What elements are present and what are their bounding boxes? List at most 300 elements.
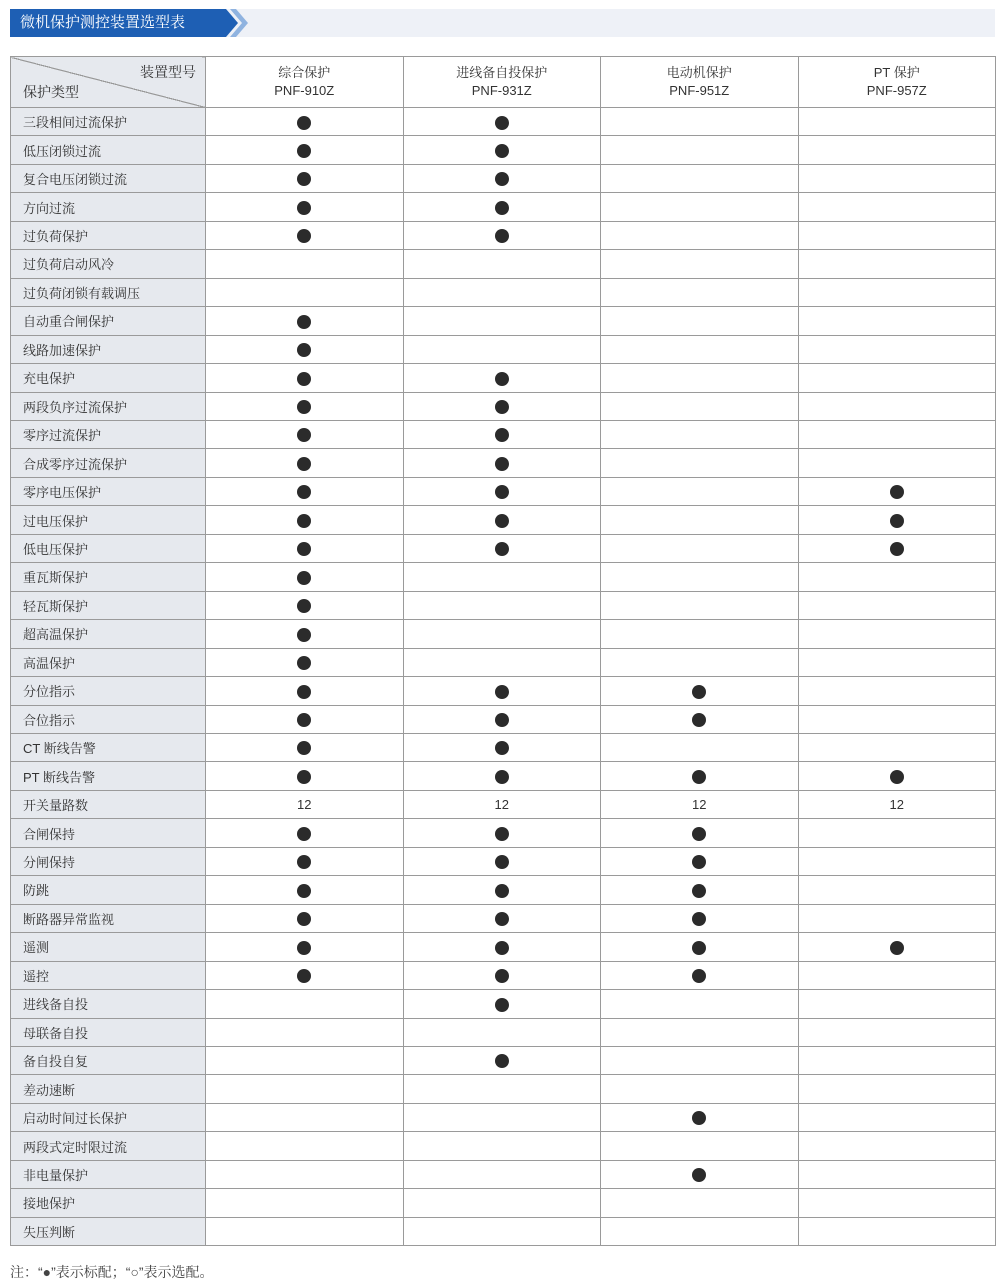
standard-dot-icon xyxy=(297,144,311,158)
standard-dot-icon xyxy=(297,628,311,642)
standard-cell xyxy=(206,705,404,733)
table-row xyxy=(11,876,996,904)
table-row xyxy=(11,477,996,505)
column-model: PNF-957Z xyxy=(866,83,927,98)
table-cell xyxy=(601,477,799,505)
row-label: 母联备自投 xyxy=(11,1018,206,1046)
row-label: 非电量保护 xyxy=(11,1160,206,1188)
table-cell xyxy=(601,449,799,477)
standard-cell xyxy=(601,819,799,847)
row-label: 充电保护 xyxy=(11,364,206,392)
standard-dot-icon xyxy=(890,770,904,784)
standard-cell xyxy=(403,677,601,705)
table-cell xyxy=(206,1189,404,1217)
table-cell xyxy=(601,620,799,648)
table-cell xyxy=(798,677,996,705)
standard-cell xyxy=(206,335,404,363)
row-label: 分闸保持 xyxy=(11,847,206,875)
standard-dot-icon xyxy=(890,485,904,499)
standard-dot-icon xyxy=(297,457,311,471)
standard-dot-icon xyxy=(297,941,311,955)
row-label: 两段式定时限过流 xyxy=(11,1132,206,1160)
table-cell xyxy=(798,278,996,306)
table-row xyxy=(11,677,996,705)
standard-cell xyxy=(206,307,404,335)
cell-value: 12 xyxy=(692,797,707,813)
standard-dot-icon xyxy=(297,485,311,499)
standard-dot-icon xyxy=(692,770,706,784)
row-label: 自动重合闸保护 xyxy=(11,307,206,335)
standard-cell xyxy=(601,677,799,705)
table-cell xyxy=(403,591,601,619)
table-cell xyxy=(798,221,996,249)
standard-dot-icon xyxy=(495,912,509,926)
standard-dot-icon xyxy=(297,542,311,556)
standard-cell xyxy=(601,904,799,932)
row-label: 备自投自复 xyxy=(11,1046,206,1074)
standard-cell xyxy=(206,193,404,221)
table-row xyxy=(11,221,996,249)
table-cell xyxy=(601,392,799,420)
standard-dot-icon xyxy=(297,315,311,329)
standard-dot-icon xyxy=(297,685,311,699)
table-cell xyxy=(798,990,996,1018)
table-cell xyxy=(798,876,996,904)
standard-dot-icon xyxy=(890,514,904,528)
standard-cell xyxy=(798,762,996,790)
row-label: 遥控 xyxy=(11,961,206,989)
standard-cell xyxy=(403,534,601,562)
row-label: 高温保护 xyxy=(11,648,206,676)
table-cell xyxy=(601,221,799,249)
row-label: 合位指示 xyxy=(11,705,206,733)
standard-dot-icon xyxy=(692,713,706,727)
table-row xyxy=(11,1217,996,1245)
table-cell xyxy=(601,1217,799,1245)
standard-dot-icon xyxy=(297,713,311,727)
standard-cell xyxy=(403,705,601,733)
standard-dot-icon xyxy=(297,201,311,215)
standard-dot-icon xyxy=(297,400,311,414)
row-label: 失压判断 xyxy=(11,1217,206,1245)
table-cell xyxy=(403,307,601,335)
standard-cell xyxy=(403,762,601,790)
standard-dot-icon xyxy=(297,912,311,926)
standard-cell xyxy=(798,506,996,534)
standard-cell xyxy=(403,108,601,136)
table-body xyxy=(11,108,996,1246)
standard-cell xyxy=(403,221,601,249)
column-header-pnf-931z xyxy=(403,57,601,108)
table-row xyxy=(11,136,996,164)
standard-cell xyxy=(403,449,601,477)
standard-cell xyxy=(206,108,404,136)
table-cell xyxy=(798,819,996,847)
standard-dot-icon xyxy=(692,969,706,983)
table-cell xyxy=(798,307,996,335)
standard-dot-icon xyxy=(495,685,509,699)
row-label: 零序电压保护 xyxy=(11,477,206,505)
table-cell xyxy=(601,278,799,306)
cell-value: 12 xyxy=(889,797,904,813)
table-row xyxy=(11,534,996,562)
row-label: 过电压保护 xyxy=(11,506,206,534)
standard-cell xyxy=(601,876,799,904)
table-cell xyxy=(403,620,601,648)
standard-dot-icon xyxy=(297,514,311,528)
row-label: 分位指示 xyxy=(11,677,206,705)
table-row xyxy=(11,335,996,363)
standard-dot-icon xyxy=(297,343,311,357)
table-row xyxy=(11,990,996,1018)
standard-cell xyxy=(403,933,601,961)
row-label: PT 断线告警 xyxy=(11,762,206,790)
standard-cell xyxy=(206,733,404,761)
standard-dot-icon xyxy=(495,400,509,414)
standard-cell xyxy=(601,705,799,733)
table-cell xyxy=(403,1189,601,1217)
column-model: PNF-951Z xyxy=(669,83,730,98)
table-row xyxy=(11,1018,996,1046)
table-cell xyxy=(206,1132,404,1160)
standard-dot-icon xyxy=(495,770,509,784)
standard-dot-icon xyxy=(890,542,904,556)
table-row xyxy=(11,904,996,932)
standard-dot-icon xyxy=(297,116,311,130)
table-cell xyxy=(206,790,404,818)
standard-dot-icon xyxy=(495,855,509,869)
standard-dot-icon xyxy=(297,770,311,784)
title-bar xyxy=(10,9,995,37)
table-cell xyxy=(403,278,601,306)
table-cell xyxy=(601,307,799,335)
standard-cell xyxy=(601,1103,799,1131)
header-corner-type-label: 保护类型 xyxy=(23,84,79,100)
standard-cell xyxy=(206,221,404,249)
standard-dot-icon xyxy=(297,884,311,898)
row-label: 开关量路数 xyxy=(11,790,206,818)
table-cell xyxy=(601,1018,799,1046)
standard-dot-icon xyxy=(495,969,509,983)
footnote: 注：“●”表示标配；“○”表示选配。 xyxy=(10,1264,214,1280)
row-label: CT 断线告警 xyxy=(11,733,206,761)
table-cell xyxy=(798,1046,996,1074)
table-row xyxy=(11,420,996,448)
table-cell xyxy=(601,164,799,192)
standard-cell xyxy=(206,591,404,619)
table-row xyxy=(11,392,996,420)
table-cell xyxy=(601,1132,799,1160)
table-row xyxy=(11,648,996,676)
table-row xyxy=(11,307,996,335)
table-cell xyxy=(206,1217,404,1245)
standard-dot-icon xyxy=(297,599,311,613)
table-row xyxy=(11,591,996,619)
column-name: 综合保护 xyxy=(278,65,331,80)
table-row xyxy=(11,620,996,648)
standard-cell xyxy=(403,364,601,392)
table-cell xyxy=(601,591,799,619)
table-cell xyxy=(206,1075,404,1103)
table-cell xyxy=(403,1217,601,1245)
standard-cell xyxy=(403,1046,601,1074)
table-cell xyxy=(798,790,996,818)
standard-dot-icon xyxy=(495,428,509,442)
table-row xyxy=(11,108,996,136)
standard-cell xyxy=(206,620,404,648)
row-label: 合闸保持 xyxy=(11,819,206,847)
standard-cell xyxy=(403,477,601,505)
header-corner-cell xyxy=(11,57,206,108)
standard-cell xyxy=(206,534,404,562)
standard-dot-icon xyxy=(297,428,311,442)
selection-table xyxy=(10,56,996,1246)
table-row xyxy=(11,762,996,790)
table-row xyxy=(11,847,996,875)
table-cell xyxy=(601,136,799,164)
standard-cell xyxy=(206,392,404,420)
standard-cell xyxy=(206,477,404,505)
table-row xyxy=(11,364,996,392)
table-cell xyxy=(403,790,601,818)
row-label: 低压闭锁过流 xyxy=(11,136,206,164)
row-label: 进线备自投 xyxy=(11,990,206,1018)
table-cell xyxy=(601,193,799,221)
table-cell xyxy=(798,1189,996,1217)
table-row xyxy=(11,933,996,961)
standard-cell xyxy=(206,364,404,392)
row-label: 线路加速保护 xyxy=(11,335,206,363)
table-row xyxy=(11,733,996,761)
table-cell xyxy=(798,648,996,676)
standard-cell xyxy=(403,136,601,164)
table-row xyxy=(11,1132,996,1160)
table-row xyxy=(11,961,996,989)
standard-cell xyxy=(206,648,404,676)
table-cell xyxy=(601,990,799,1018)
table-cell xyxy=(798,1160,996,1188)
standard-cell xyxy=(798,534,996,562)
table-cell xyxy=(798,705,996,733)
column-name: PT 保护 xyxy=(873,65,920,80)
table-row xyxy=(11,790,996,818)
table-cell xyxy=(798,164,996,192)
standard-dot-icon xyxy=(890,941,904,955)
standard-cell xyxy=(403,420,601,448)
standard-dot-icon xyxy=(495,201,509,215)
standard-cell xyxy=(403,733,601,761)
table-cell xyxy=(403,1160,601,1188)
standard-dot-icon xyxy=(495,542,509,556)
table-cell xyxy=(601,250,799,278)
standard-cell xyxy=(601,933,799,961)
standard-dot-icon xyxy=(495,229,509,243)
standard-cell xyxy=(403,506,601,534)
table-cell xyxy=(798,420,996,448)
standard-cell xyxy=(403,876,601,904)
standard-cell xyxy=(206,563,404,591)
standard-dot-icon xyxy=(692,1168,706,1182)
row-label: 复合电压闭锁过流 xyxy=(11,164,206,192)
row-label: 三段相间过流保护 xyxy=(11,108,206,136)
standard-dot-icon xyxy=(297,372,311,386)
table-cell xyxy=(798,193,996,221)
row-label: 合成零序过流保护 xyxy=(11,449,206,477)
row-label: 零序过流保护 xyxy=(11,420,206,448)
table-cell xyxy=(798,961,996,989)
cell-value: 12 xyxy=(297,797,312,813)
standard-cell xyxy=(403,164,601,192)
table-row xyxy=(11,449,996,477)
standard-dot-icon xyxy=(692,827,706,841)
standard-dot-icon xyxy=(692,884,706,898)
table-cell xyxy=(601,364,799,392)
table-cell xyxy=(798,904,996,932)
table-cell xyxy=(798,335,996,363)
table-cell xyxy=(798,563,996,591)
table-cell xyxy=(798,847,996,875)
standard-dot-icon xyxy=(297,827,311,841)
standard-dot-icon xyxy=(495,713,509,727)
standard-dot-icon xyxy=(495,485,509,499)
table-cell xyxy=(798,1132,996,1160)
standard-dot-icon xyxy=(495,144,509,158)
table-cell xyxy=(403,1075,601,1103)
standard-dot-icon xyxy=(495,372,509,386)
standard-dot-icon xyxy=(495,1054,509,1068)
standard-dot-icon xyxy=(495,457,509,471)
standard-cell xyxy=(206,876,404,904)
standard-cell xyxy=(206,449,404,477)
standard-dot-icon xyxy=(495,941,509,955)
column-header-pnf-910z xyxy=(206,57,404,108)
standard-dot-icon xyxy=(297,741,311,755)
standard-dot-icon xyxy=(692,941,706,955)
table-cell xyxy=(403,250,601,278)
standard-cell xyxy=(206,819,404,847)
table-cell xyxy=(601,1189,799,1217)
page-title: 微机保护测控装置选型表 xyxy=(20,14,186,31)
table-row xyxy=(11,250,996,278)
standard-cell xyxy=(206,420,404,448)
table-cell xyxy=(601,534,799,562)
row-label: 过负荷启动风冷 xyxy=(11,250,206,278)
standard-dot-icon xyxy=(297,229,311,243)
row-label: 过负荷保护 xyxy=(11,221,206,249)
standard-cell xyxy=(798,933,996,961)
standard-cell xyxy=(206,506,404,534)
column-name: 电动机保护 xyxy=(666,65,732,80)
standard-dot-icon xyxy=(495,741,509,755)
table-cell xyxy=(798,449,996,477)
table-cell xyxy=(206,250,404,278)
table-row xyxy=(11,1160,996,1188)
table-cell xyxy=(798,364,996,392)
standard-cell xyxy=(601,1160,799,1188)
column-header-pnf-957z xyxy=(798,57,996,108)
column-header-pnf-951z xyxy=(601,57,799,108)
standard-dot-icon xyxy=(297,855,311,869)
table-cell xyxy=(206,1018,404,1046)
column-model: PNF-931Z xyxy=(471,83,532,98)
standard-cell xyxy=(403,392,601,420)
standard-dot-icon xyxy=(495,172,509,186)
standard-dot-icon xyxy=(692,1111,706,1125)
row-label: 过负荷闭锁有载调压 xyxy=(11,278,206,306)
row-label: 断路器异常监视 xyxy=(11,904,206,932)
standard-dot-icon xyxy=(297,969,311,983)
standard-dot-icon xyxy=(495,827,509,841)
standard-cell xyxy=(206,136,404,164)
table-cell xyxy=(206,990,404,1018)
table-row xyxy=(11,164,996,192)
standard-cell xyxy=(206,961,404,989)
table-cell xyxy=(798,108,996,136)
standard-cell xyxy=(206,847,404,875)
table-row xyxy=(11,563,996,591)
table-cell xyxy=(798,1217,996,1245)
table-cell xyxy=(601,790,799,818)
standard-dot-icon xyxy=(495,884,509,898)
table-row xyxy=(11,819,996,847)
table-cell xyxy=(798,1075,996,1103)
row-label: 防跳 xyxy=(11,876,206,904)
table-cell xyxy=(601,733,799,761)
standard-dot-icon xyxy=(495,514,509,528)
table-cell xyxy=(403,1018,601,1046)
row-label: 重瓦斯保护 xyxy=(11,563,206,591)
table-row xyxy=(11,1103,996,1131)
table-row xyxy=(11,705,996,733)
table-cell xyxy=(601,648,799,676)
row-label: 两段负序过流保护 xyxy=(11,392,206,420)
table-cell xyxy=(403,335,601,363)
table-cell xyxy=(601,420,799,448)
table-cell xyxy=(798,591,996,619)
table-cell xyxy=(206,278,404,306)
row-label: 超高温保护 xyxy=(11,620,206,648)
table-row xyxy=(11,193,996,221)
header-corner-model-label: 装置型号 xyxy=(140,64,196,80)
standard-cell xyxy=(601,847,799,875)
table-cell xyxy=(601,563,799,591)
row-label: 接地保护 xyxy=(11,1189,206,1217)
cell-value: 12 xyxy=(494,797,509,813)
row-label: 低电压保护 xyxy=(11,534,206,562)
row-label: 轻瓦斯保护 xyxy=(11,591,206,619)
table-row xyxy=(11,278,996,306)
standard-cell xyxy=(403,990,601,1018)
standard-dot-icon xyxy=(692,855,706,869)
table-cell xyxy=(601,1046,799,1074)
standard-dot-icon xyxy=(495,116,509,130)
standard-cell xyxy=(601,762,799,790)
table-cell xyxy=(601,1075,799,1103)
standard-cell xyxy=(206,164,404,192)
standard-dot-icon xyxy=(297,656,311,670)
table-row xyxy=(11,1046,996,1074)
table-cell xyxy=(798,620,996,648)
table-header-row xyxy=(11,57,996,108)
standard-cell xyxy=(403,847,601,875)
table-row xyxy=(11,1189,996,1217)
table-cell xyxy=(798,733,996,761)
row-label: 遥测 xyxy=(11,933,206,961)
standard-cell xyxy=(403,904,601,932)
standard-dot-icon xyxy=(692,685,706,699)
standard-cell xyxy=(206,933,404,961)
row-label: 方向过流 xyxy=(11,193,206,221)
